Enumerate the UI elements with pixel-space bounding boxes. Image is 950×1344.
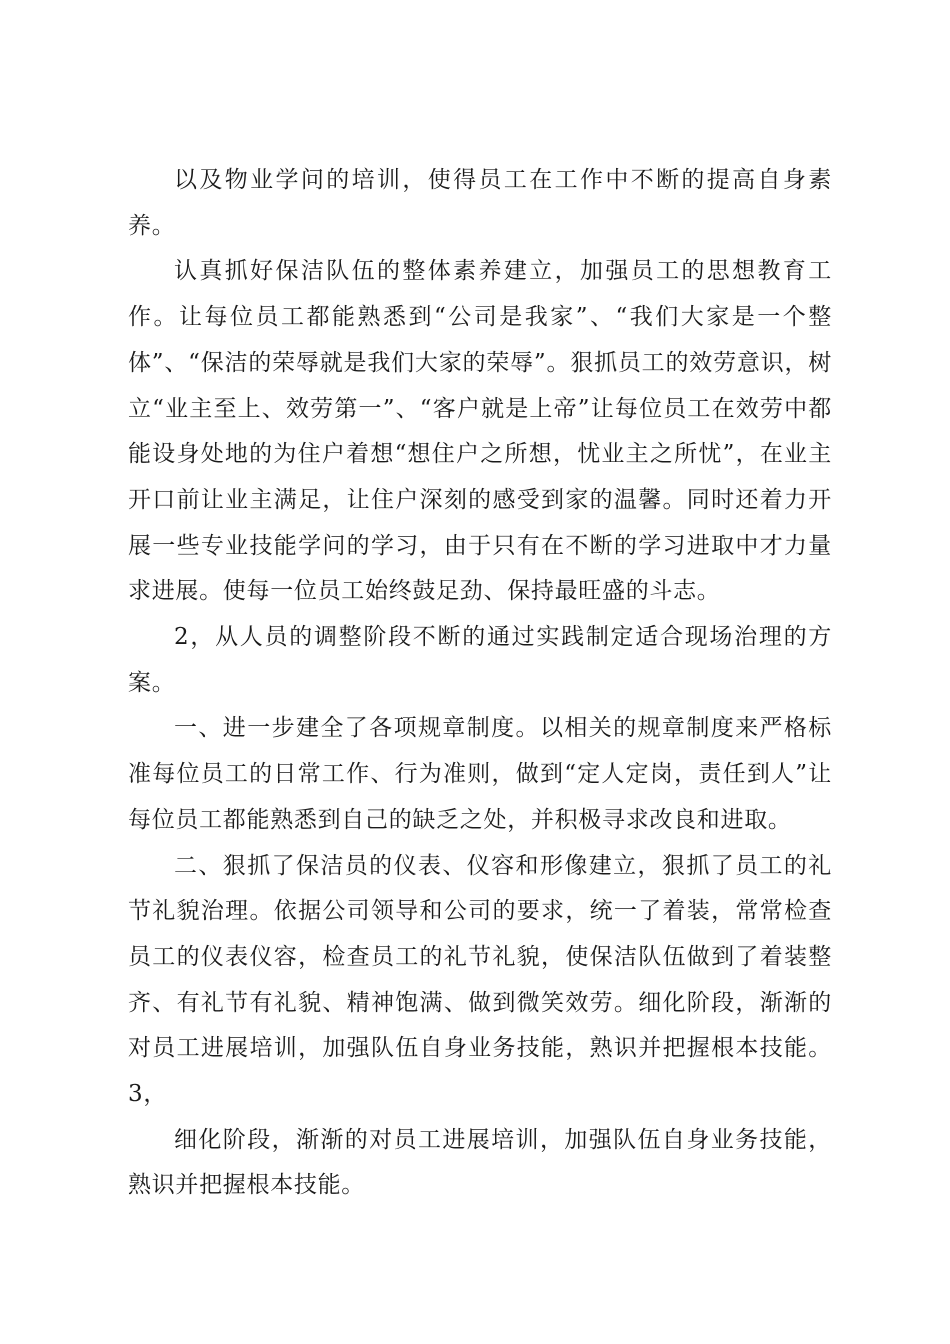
paragraph-team-quality: 认真抓好保洁队伍的整体素养建立，加强员工的思想教育工作。让每位员工都能熟悉到“公司是我家”、“我们大家是一个整体”、“保洁的荣辱就是我们大家的荣辱”。狠抓员工的效劳意识，树立“业主至上、效劳第一”、“客户就是上帝”让每位员工在效劳中都能设身处地的为住户着想“想住户之所想，忧业主之所忧”，在业主开口前让业主满足，让住户深刻的感受到家的温馨。同时还着力开展一些专业技能学问的学习，由于只有在不断的学习进取中才力量求进展。使每一位员工始终鼓足劲、保持最旺盛的斗志。 (128, 258, 832, 605)
paragraph-rules: 一、进一步建全了各项规章制度。以相关的规章制度来严格标准每位员工的日常工作、行为准则，做到“定人定岗，责任到人”让每位员工都能熟悉到自己的缺乏之处，并积极寻求改良和进取。 (128, 715, 832, 833)
paragraph-appearance: 二、狠抓了保洁员的仪表、仪容和形像建立，狠抓了员工的礼节礼貌治理。依据公司领导和公司的要求，统一了着装，常常检查员工的仪表仪容，检查员工的礼节礼貌，使保洁队伍做到了着装整齐、有礼节有礼貌、精神饱满、做到微笑效劳。细化阶段，渐渐的对员工进展培训，加强队伍自身业务技能，熟识并把握根本技能。3， (128, 852, 832, 1108)
paragraph-refinement: 细化阶段，渐渐的对员工进展培训，加强队伍自身业务技能，熟识并把握根本技能。 (128, 1126, 832, 1199)
paragraph-staff-adjustment: 2，从人员的调整阶段不断的通过实践制定适合现场治理的方案。 (128, 624, 832, 696)
document-page (128, 158, 832, 1209)
paragraph-training: 以及物业学问的培训，使得员工在工作中不断的提高自身素养。 (128, 167, 832, 239)
